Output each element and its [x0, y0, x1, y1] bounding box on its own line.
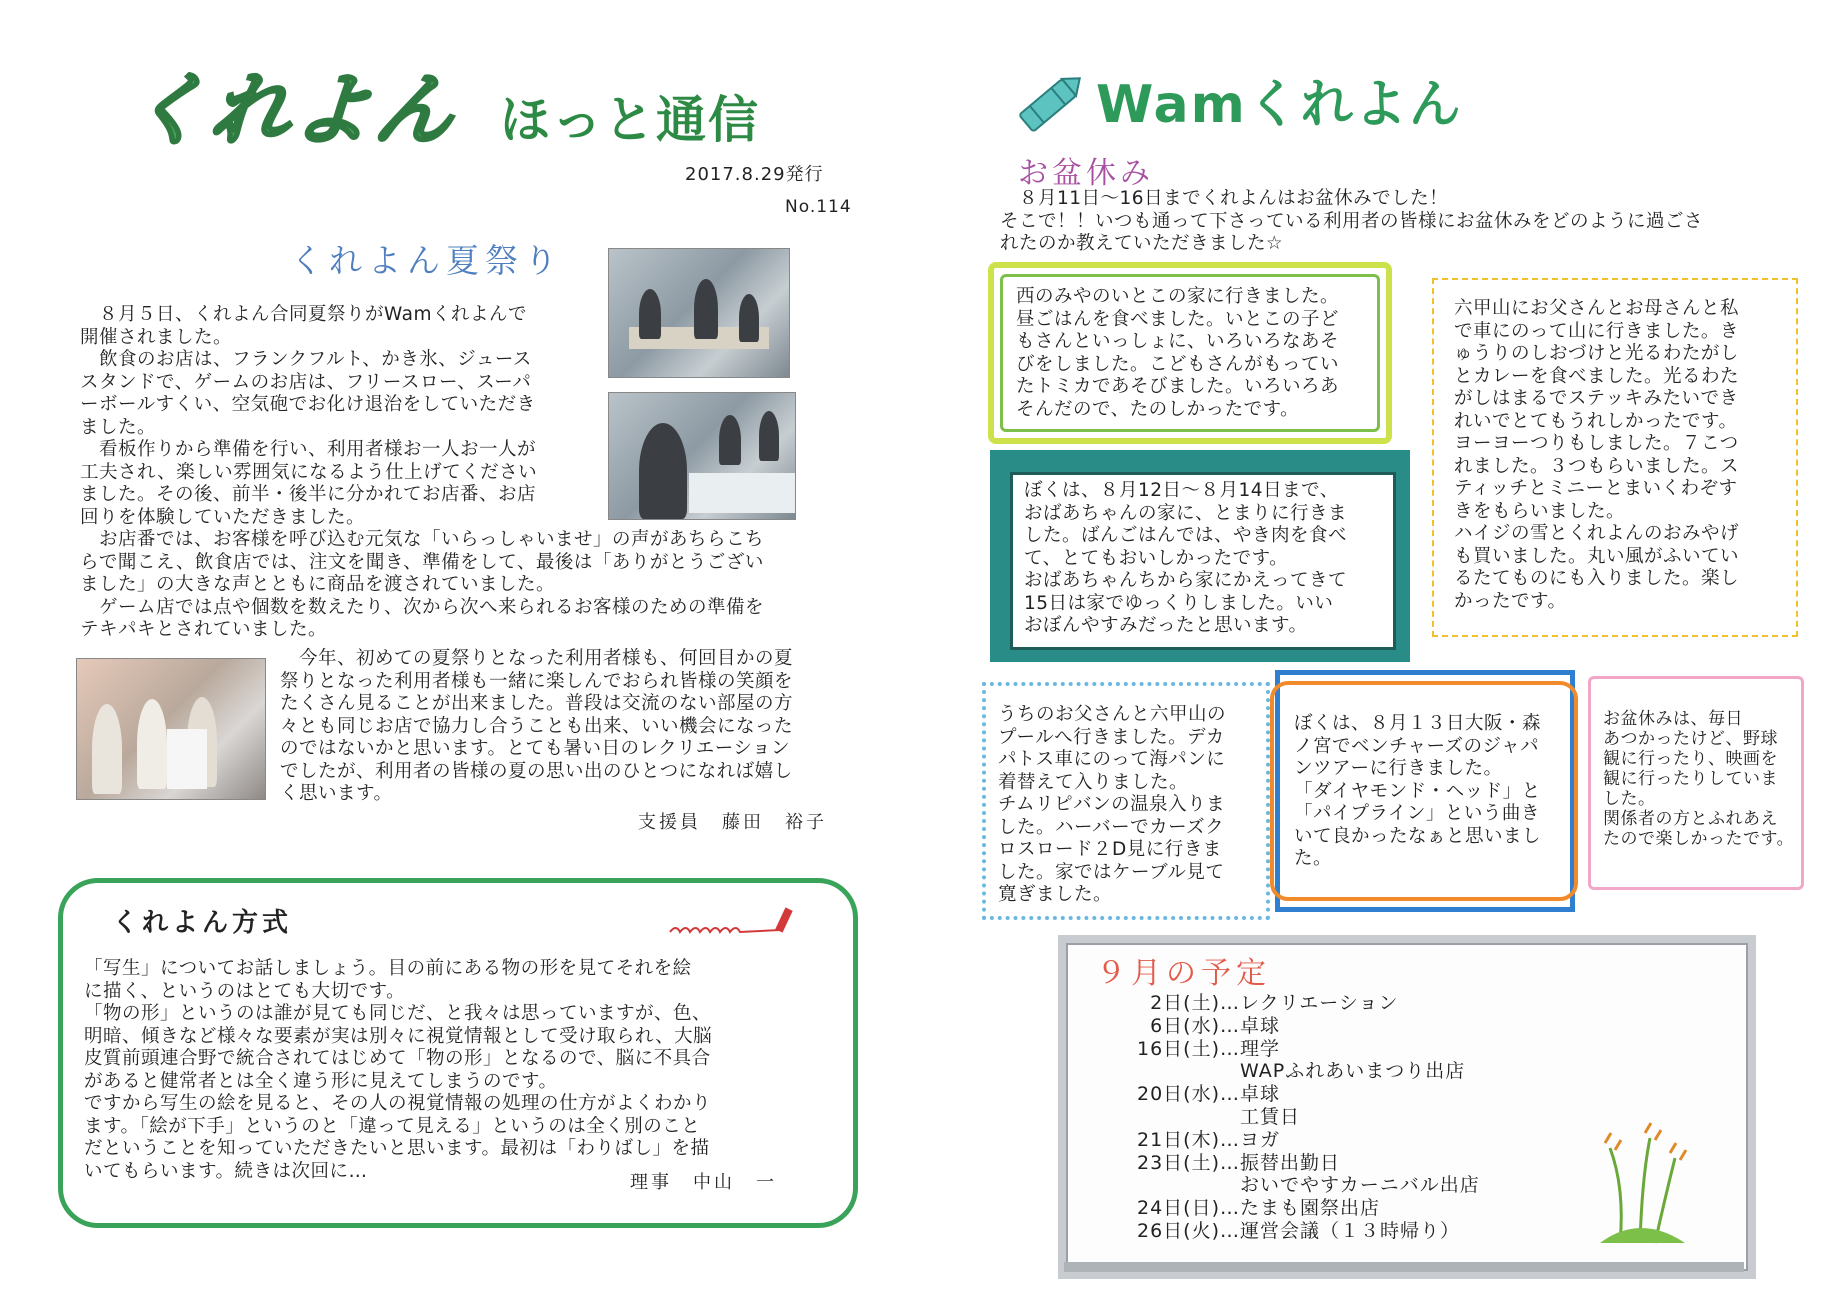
- schedule-event: 振替出勤日 おいでやすカーニバル出店: [1240, 1151, 1480, 1197]
- crayon-icon: [1010, 62, 1090, 142]
- obon-entry-6: お盆休みは、毎日 あつかったけど、野球 観に行ったり、映画を 観に行ったりしていま した。 関係者の方とふれあえ たので楽しかったです。: [1603, 709, 1795, 849]
- whiteboard-tray: [1064, 1262, 1744, 1272]
- schedule-row: [1100, 992, 1480, 1015]
- method-body: 「写生」についてお話しましょう。目の前にある物の形を見てそれを絵 に描く、というのはとても大切です。 「物の形」というのは誰が見ても同じだ、と我々は思っていますが、色、 明暗、傾きなど様々な要素が実は別々に視覚情報として受け取られ、大脳 皮質前頭連合野で統合されてはじめて「物の形」となるので、脳に不具合 があると健常者とは全く違う形に見えてしまうのです。 ですから写生の絵を見ると、その人の視覚情報の処理の仕方がよくわかり ます。「絵が下手」というのと「違って見える」というのは全く別のこと だということを知っていただきたいと思います。最初は「わりばし」を描 いてもらいます。続きは次回に…: [84, 958, 713, 1182]
- obon-card-1: [988, 262, 1392, 444]
- september-schedule-heading: ９月の予定: [1096, 956, 1271, 991]
- schedule-date: 21日(木)…: [1136, 1128, 1240, 1151]
- summer-festival-body: ８月５日、くれよん合同夏祭りがWamくれよんで 開催されました。 飲食のお店は、フランクフルト、かき氷、ジュース スタンドで、ゲームのお店は、フリースロー、スーパ ーボールすくい、空気砲でお化け退治をしていただき ました。 看板作りから準備を行い、利用者様お一人お一人が 工夫され、楽しい雰囲気になるよう仕上げてください ました。その後、前半・後半に分かれてお店番、お店 回りを体験していただきました。 お店番では、お客様を呼び込む元気な「いらっしゃいませ」の声があちらこち らで聞こえ、飲食店では、注文を聞き、準備をして、最後は「ありがとうござい ました」の大きな声とともに商品を渡されていました。 ゲーム店では点や個数を数えたり、次から次へ来られるお客様のための準備を テキパキとされていました。: [80, 304, 765, 640]
- schedule-row: [1100, 1220, 1480, 1243]
- summer-festival-body-2: 今年、初めての夏祭りとなった利用者様も、何回目かの夏 祭りとなった利用者様も一緒に楽しんでおられ皆様の笑顔を たくさん見ることが出来ました。普段は交流のない部屋の方 々とも同じお店で協力し合うことも出来、いい機会になった のではないかと思います。とても暑い日のレクリエーション でしたが、利用者の皆様の夏の思い出のひとつになれば嬉し く思います。: [280, 648, 794, 804]
- method-author: 理事 中山 一: [630, 1172, 777, 1193]
- obon-card-2: [990, 450, 1410, 662]
- obon-entry-2: ぼくは、８月12日～８月14日まで、 おばあちゃんの家に、とまりに行きま した。ばんごはんでは、やき肉を食べ て、とてもおいしかったです。 おばあちゃんちから家にかえってきて 15日は家でゆっくりしました。いい おぼんやすみだったと思います。: [1024, 480, 1348, 636]
- obon-entry-3: 六甲山にお父さんとお母さんと私 で車にのって山に行きました。き ゅうりのしおづけと光るわたがし とカレーを食べました。光るわた がしはまるでステッキみたいでき れいでとてもうれしかったです。 ヨーヨーつりもしました。７こつ れました。３つもらいました。ス ティッチとミニーとまいくわぞす きをもらいました。 ハイジの雪とくれよんのおみやげ も買いました。丸い風がふいてい るたてものにも入りました。楽し かったです。: [1454, 298, 1740, 612]
- method-heading: くれよん方式: [112, 908, 293, 938]
- schedule-date: 20日(水)…: [1136, 1083, 1240, 1106]
- schedule-event: レクリエーション: [1240, 992, 1399, 1014]
- schedule-date: 23日(土)…: [1136, 1151, 1240, 1174]
- schedule-row: [1100, 1038, 1480, 1084]
- obon-entry-1: 西のみやのいとこの家に行きました。 昼ごはんを食べました。いとこの子ど もさんといっしょに、いろいろなあそ びをしました。こどもさんがもってい たトミカであそびました。いろいろあ そんだので、たのしかったです。: [1016, 286, 1340, 420]
- summer-festival-heading: くれよん夏祭り: [290, 241, 563, 280]
- obon-intro: ８月11日～16日までくれよんはお盆休みでした！ そこで！！いつも通って下さっている利用者の皆様にお盆休みをどのように過ごさ れたのか教えていただきました☆: [1000, 188, 1704, 254]
- newsletter-title: くれよん: [124, 66, 463, 156]
- schedule-date: 26日(火)…: [1136, 1219, 1240, 1242]
- september-schedule-list: [1100, 992, 1480, 1243]
- wam-crayon-title: Wamくれよん: [1096, 75, 1463, 135]
- schedule-row: [1100, 1129, 1480, 1152]
- obon-entry-4: うちのお父さんと六甲山の プールへ行きました。デカ パトス車にのって海パンに 着替えて入りました。 チムリピバンの温泉入りま した。ハーバーでカーズク ロスロード２D見に行きま した。家ではケーブル見て 寛ぎました。: [998, 704, 1227, 905]
- obon-card-6: [1588, 676, 1804, 890]
- schedule-event: 理学 WAPふれあいまつり出店: [1240, 1037, 1466, 1083]
- schedule-event: たまも園祭出店: [1240, 1197, 1381, 1220]
- schedule-event: 卓球 工賃日: [1240, 1083, 1301, 1128]
- obon-card-3: [1432, 278, 1798, 637]
- issue-number: No.114: [785, 197, 852, 217]
- obon-heading: お盆休み: [1018, 156, 1154, 191]
- newsletter-subtitle: ほっと通信: [500, 91, 760, 149]
- schedule-date: 24日(日)…: [1136, 1197, 1240, 1220]
- pencil-icon: [660, 902, 800, 942]
- pampas-grass-icon: [1590, 1118, 1690, 1248]
- schedule-row: [1100, 1152, 1480, 1198]
- schedule-event: 運営会議（１３時帰り）: [1240, 1219, 1461, 1242]
- schedule-row: [1100, 1015, 1480, 1038]
- issue-date: 2017.8.29発行: [685, 164, 824, 185]
- schedule-date: 16日(土)…: [1136, 1037, 1240, 1060]
- obon-card-5: [1275, 670, 1575, 912]
- schedule-row: [1100, 1083, 1480, 1129]
- obon-card-4: [982, 682, 1270, 920]
- schedule-date: 6日(水)…: [1150, 1014, 1240, 1037]
- summer-festival-author: 支援員 藤田 裕子: [638, 812, 827, 833]
- schedule-row: [1100, 1197, 1480, 1220]
- schedule-event: ヨガ: [1240, 1128, 1281, 1151]
- schedule-event: 卓球: [1240, 1014, 1281, 1037]
- festival-photo-3: [76, 658, 266, 800]
- schedule-date: 2日(土)…: [1150, 992, 1240, 1014]
- obon-entry-5: ぼくは、８月１３日大阪・森 ノ宮でベンチャーズのジャパ ンツアーに行きました。 「ダイヤモンド・ヘッド」と 「パイプライン」という曲き いて良かったなぁと思いまし た。: [1294, 713, 1542, 869]
